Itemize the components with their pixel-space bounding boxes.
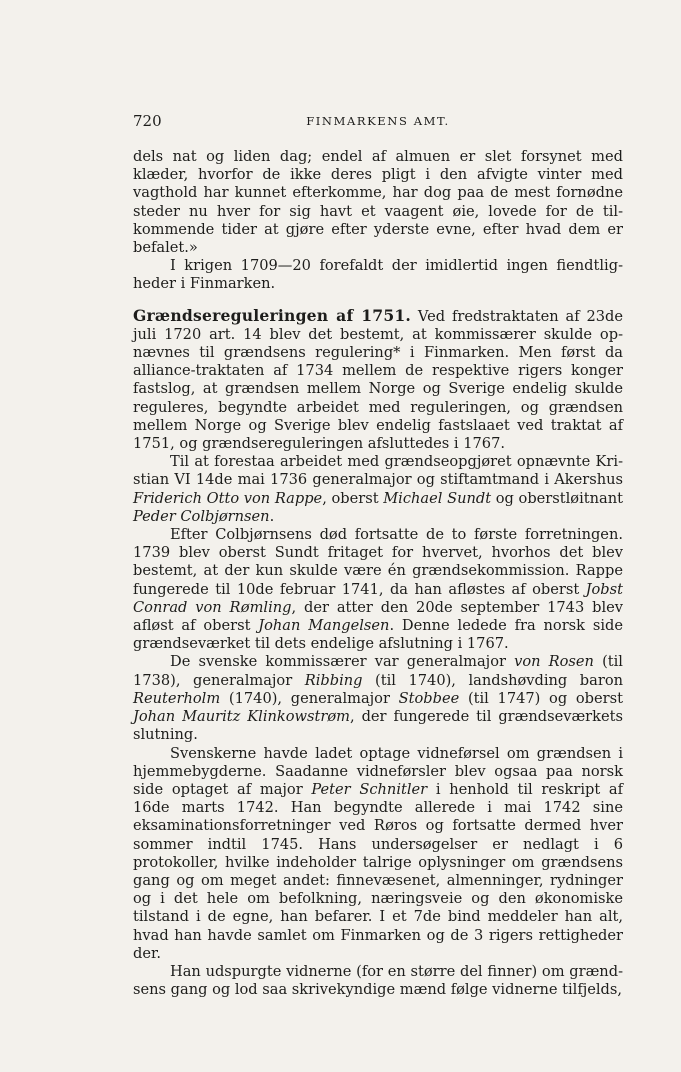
paragraph: Grændsereguleringen af 1751. Ved fredstraktaten af 23de juli 1720 art. 14 blev det bestemt, at kommissærer skulde opnævnes til grændsens regulering* i Finmarken. Men først da alliance-traktaten af 1734 mellem de respektive rigers konger fastslog, at grændsen mellem Norge og Sverige endelig skulde reguleres, begyndte arbeidet med reguleringen, og grændsen mellem Norge og Sverige blev endelig fastslaaet ved traktat af 1751, og grændsereguleringen afsluttedes i 1767. [133, 305, 623, 453]
italic-name: Ribbing [304, 671, 363, 689]
paragraph: Svenskerne havde ladet optage vidneførsel om grændsen i hjemmebygderne. Saadanne vidneførsler blev ogsaa paa norsk side optaget af major Peter Schnitler i henhold til reskript af 16de marts 1742. Han begyndte allerede i mai 1742 sine eksaminationsforretninger ved Røros og fortsatte dermed hver sommer indtil 1745. Hans undersøgelser er nedlagt i 6 protokoller, hvilke indeholder talrige oplysninger om grændsens gang og om meget andet: finnevæsenet, almenninger, rydninger og i det hele om befolkning, næringsveie og den økonomiske tilstand i de egne, han befarer. I et 7de bind meddeler han alt, hvad han havde samlet om Finmarken og de 3 rigers rettigheder der. [133, 744, 624, 962]
page-number: 720 [133, 112, 162, 130]
italic-name: Jobst Conrad von Rømling [133, 580, 623, 616]
paragraph: dels nat og liden dag; endel af almuen er slet forsynet med klæder, hvorfor de ikke deres pligt i den afvigte vinter med vagthold har kunnet efterkomme, har dog paa de mest fornødne steder nu hver for sig havt et vaagent øie, lovede for de tilkommende tider at gjøre efter yderste evne, efter hvad dem er befalet.» [133, 148, 623, 257]
paragraph: Til at forestaa arbeidet med grændseopgjøret opnævnte Kristian VI 14de mai 1736 generalmajor og stiftamtmand i Akershus Friderich Otto von Rappe, oberst Michael Sundt og oberstløitnant Peder Colbjørnsen. [133, 453, 623, 525]
body-text [133, 148, 623, 999]
italic-name: Reuterholm [133, 689, 221, 707]
paragraph: Han udspurgte vidnerne (for en større del finner) om grændsens gang og lod saa skrivekyndige mænd følge vidnerne tilfjelds, [133, 962, 623, 999]
section-heading: Grændsereguleringen af 1751. [133, 305, 412, 325]
paragraph: I krigen 1709—20 forefaldt der imidlertid ingen fiendtligheder i Finmarken. [133, 257, 623, 293]
italic-name: Stobbee [398, 689, 460, 707]
italic-name: von Rosen [514, 653, 594, 671]
italic-name: Peter Schnitler [311, 780, 428, 798]
italic-name: Michael Sundt [383, 489, 492, 507]
paragraph: De svenske kommissærer var generalmajor von Rosen (til 1738), generalmajor Ribbing (til 1740), landshøvding baron Reuterholm (1740), generalmajor Stobbee (til 1747) og oberst Johan Mauritz Klinkowstrøm, der fungerede til grændseværkets slutning. [133, 653, 624, 744]
italic-name: Johan Mangelsen [258, 617, 390, 635]
running-head: FINMARKENS AMT. [306, 114, 450, 128]
page-header [133, 112, 623, 132]
italic-name: Friderich Otto von Rappe [133, 489, 323, 507]
paragraph: Efter Colbjørnsens død fortsatte de to første forretningen. 1739 blev oberst Sundt fritaget for hvervet, hvorhos det blev bestemt, at der kun skulde være én grændsekommission. Rappe fungerede til 10de februar 1741, da han afløstes af oberst Jobst Conrad von Rømling, der atter den 20de september 1743 blev afløst af oberst Johan Mangelsen. Denne ledede fra norsk side grændseværket til dets endelige afslutning i 1767. [133, 526, 623, 653]
italic-name: Peder Colbjørnsen [133, 507, 270, 525]
italic-name: Johan Mauritz Klinkowstrøm [133, 708, 350, 726]
